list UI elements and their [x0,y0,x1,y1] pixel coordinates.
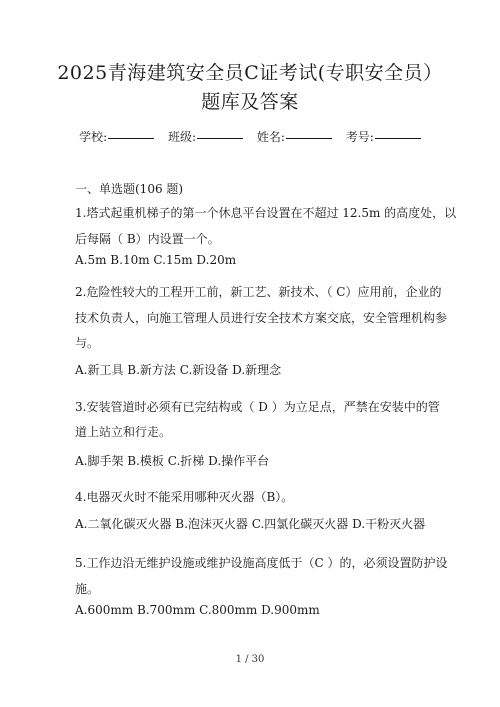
name-field [257,130,332,144]
question-1-line-2: 后每隔（ B）内设置一个。 [75,232,220,246]
page-number: 1 / 30 [235,654,265,665]
exam-number-blank [375,138,421,139]
question-2-line-2: 技术负责人，向施工管理人员进行安全技术方案交底，安全管理机构参 [75,311,448,325]
section-heading: 一、单选题(106 题) [75,182,184,196]
question-1-options: A.5m B.10m C.15m D.20m [75,253,237,267]
question-3-options: A.脚手架 B.模板 C.折梯 D.操作平台 [75,454,270,468]
exam-number-field [346,130,421,144]
class-label: 班级: [168,130,197,144]
question-3-line-2: 道上站立和行走。 [75,425,172,439]
exam-number-label: 考号: [345,130,374,144]
student-info-row [0,128,500,146]
question-5-options: A.600mm B.700mm C.800mm D.900mm [75,603,320,617]
question-5-line-2: 施。 [75,582,100,596]
school-blank [108,138,154,139]
name-label: 姓名: [256,130,285,144]
question-4-line-1: 4.电器灭火时不能采用哪种灭火器（B）。 [75,490,294,504]
question-2-options: A.新工具 B.新方法 C.新设备 D.新理念 [75,363,282,377]
school-field [79,130,154,144]
school-label: 学校: [79,130,108,144]
question-4-options: A.二氧化碳灭火器 B.泡沫灭火器 C.四氯化碳灭火器 D.干粉灭火器 [75,517,426,531]
question-2-line-1: 2.危险性较大的工程开工前，新工艺、新技术、（ C）应用前，企业的 [75,285,442,299]
question-5-line-1: 5.工作边沿无维护设施或维护设施高度低于（C ）的，必须设置防护设 [75,556,448,570]
document-title-line-2: 题库及答案 [201,91,299,113]
question-1-line-1: 1.塔式起重机梯子的第一个休息平台设置在不超过 12.5m 的高度处，以 [75,206,457,220]
document-title-line-1: 2025青海建筑安全员C证考试(专职安全员） [57,62,443,84]
question-2-line-3: 与。 [75,336,100,350]
class-blank [197,138,243,139]
name-blank [286,138,332,139]
question-3-line-1: 3.安装管道时必须有已完结构或（ D ）为立足点，严禁在安装中的管 [75,400,440,414]
class-field [168,130,243,144]
